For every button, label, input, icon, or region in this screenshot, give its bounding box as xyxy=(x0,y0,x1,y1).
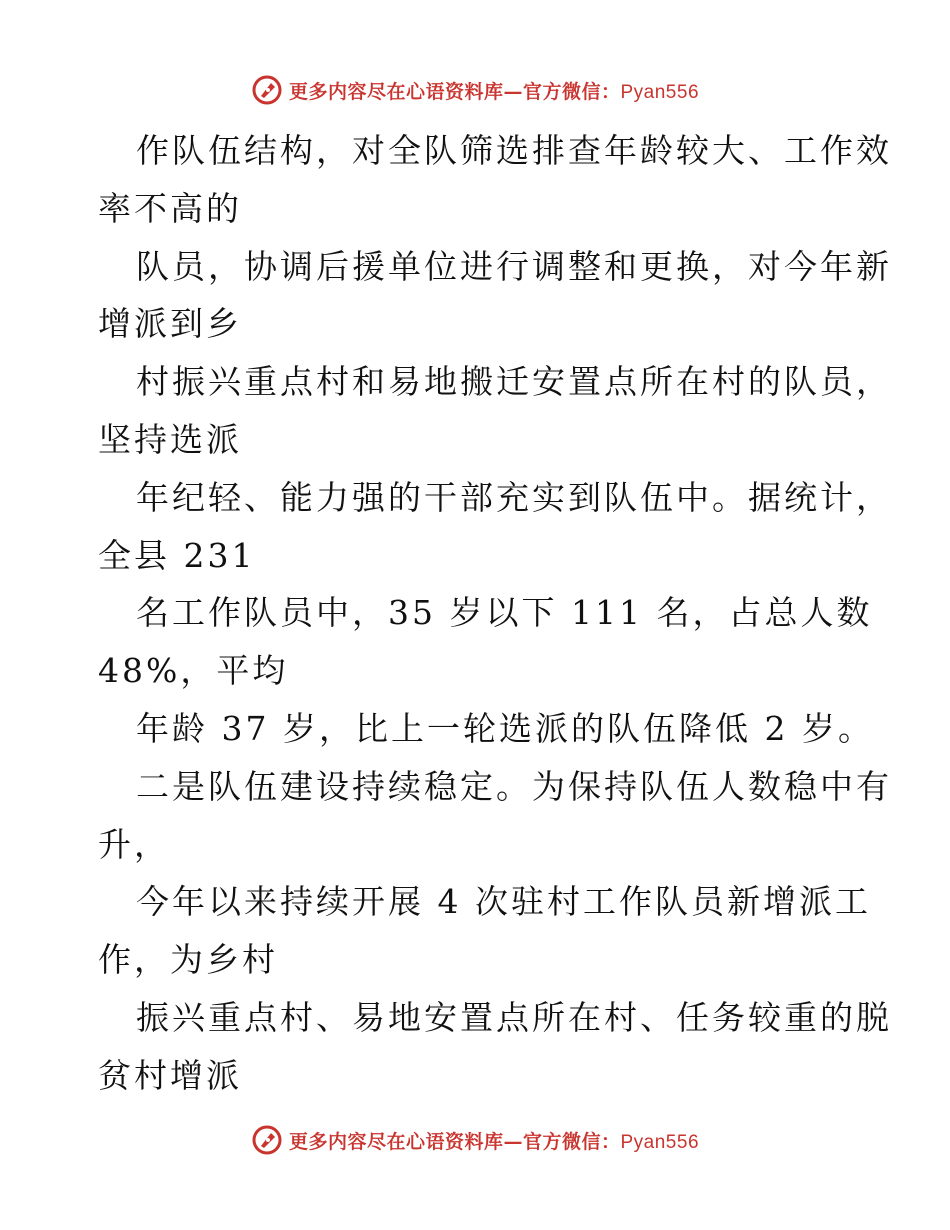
text-line: 振兴重点村、易地安置点所在村、任务较重的脱 xyxy=(136,997,892,1037)
text-line: 坚持选派 xyxy=(98,419,242,459)
text-line: 增派到乡 xyxy=(98,304,242,344)
text-line: 二是队伍建设持续稳定。为保持队伍人数稳中有 xyxy=(136,766,892,806)
pen-nib-logo-icon xyxy=(251,74,283,106)
text-line: 年纪轻、能力强的干部充实到队伍中。据统计， xyxy=(136,477,892,517)
header-watermark xyxy=(0,72,950,108)
text-line: 名工作队员中，35 岁以下 111 名，占总人数 xyxy=(136,593,873,633)
text-line: 全县 231 xyxy=(98,535,256,575)
watermark-text: 更多内容尽在心语资料库—官方微信：Pyan556 xyxy=(288,1130,700,1153)
pen-nib-logo-icon xyxy=(251,1124,283,1156)
watermark-text: 更多内容尽在心语资料库—官方微信：Pyan556 xyxy=(288,80,700,103)
text-line: 作队伍结构，对全队筛选排查年龄较大、工作效 xyxy=(136,131,892,170)
footer-watermark xyxy=(0,1122,950,1158)
text-line: 作，为乡村 xyxy=(98,940,278,980)
text-line: 年龄 37 岁，比上一轮选派的队伍降低 2 岁。 xyxy=(136,708,874,748)
text-line: 率不高的 xyxy=(98,188,242,228)
text-line: 48%，平均 xyxy=(98,651,289,691)
text-line: 贫村增派 xyxy=(98,1055,242,1095)
text-line: 村振兴重点村和易地搬迁安置点所在村的队员， xyxy=(136,362,892,402)
document-body xyxy=(98,122,892,1105)
text-line: 今年以来持续开展 4 次驻村工作队员新增派工 xyxy=(136,882,871,922)
text-line: 队员，协调后援单位进行调整和更换，对今年新 xyxy=(136,246,892,286)
text-line: 升， xyxy=(98,824,170,864)
